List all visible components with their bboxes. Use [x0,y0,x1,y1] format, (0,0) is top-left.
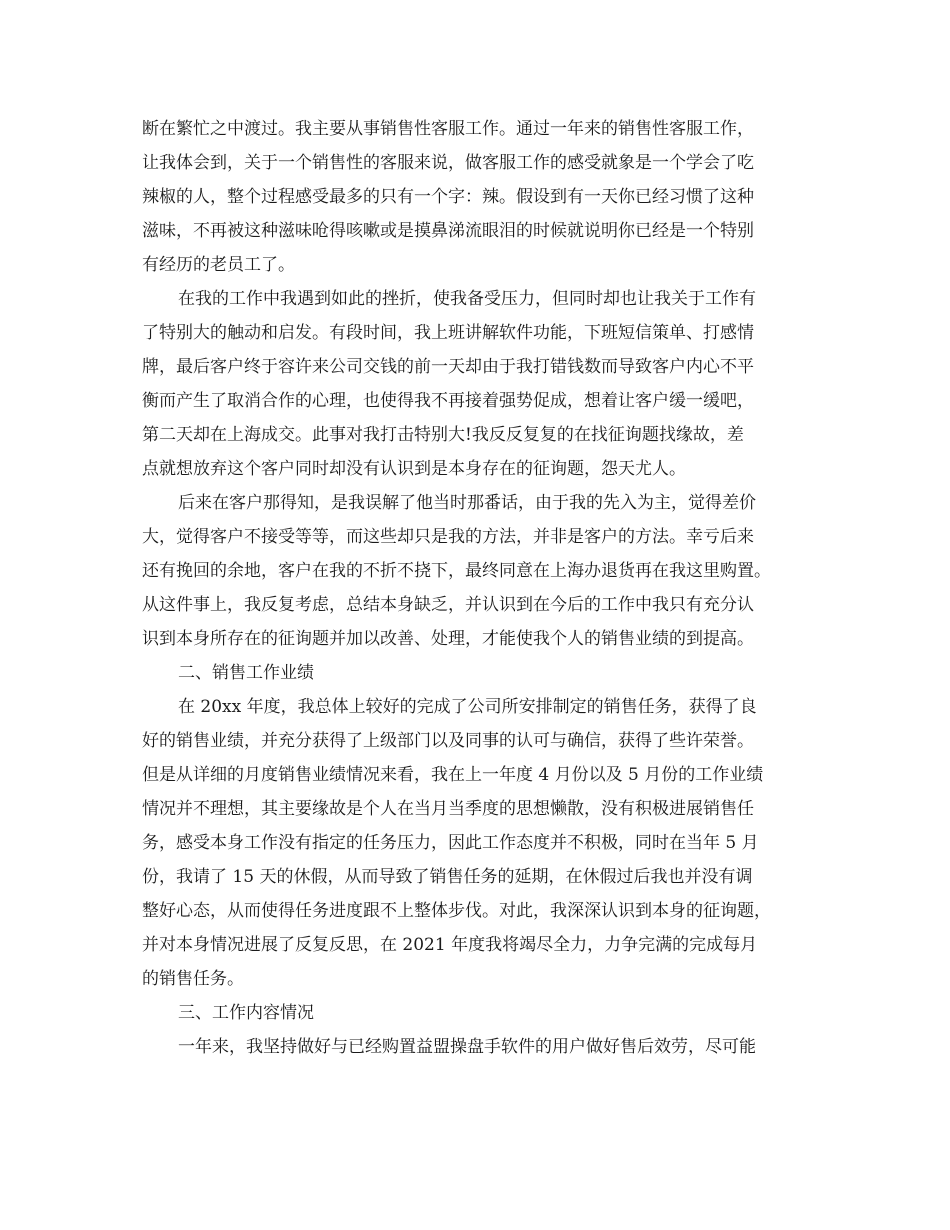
text-line: 第二天却在上海成交。此事对我打击特别大!我反反复复的在找征询题找缘故，差 [142,425,744,445]
text-line: 从这件事上，我反复考虑，总结本身缺乏，并认识到在今后的工作中我只有充分认 [142,595,754,615]
paragraph-first-line: 后来在客户那得知，是我误解了他当时那番话，由于我的先入为主，觉得差价 [178,493,756,513]
text-line: 好的销售业绩，并充分获得了上级部门以及同事的认可与确信，获得了些许荣誉。 [142,731,754,751]
paragraph-first-line: 在我的工作中我遇到如此的挫折，使我备受压力，但同时却也让我关于工作有 [178,289,756,309]
paragraph-first-line: 在 20xx 年度，我总体上较好的完成了公司所安排制定的销售任务，获得了良 [178,697,757,717]
text-line: 务，感受本身工作没有指定的任务压力，因此工作态度并不积极，同时在当年 5 月 [142,833,759,853]
document-body [142,112,832,1064]
text-line: 识到本身所存在的征询题并加以改善、处理，才能使我个人的销售业绩的到提高。 [142,629,754,649]
text-line: 断在繁忙之中渡过。我主要从事销售性客服工作。通过一年来的销售性客服工作， [142,119,754,139]
paragraph-first-line: 一年来，我坚持做好与已经购置益盟操盘手软件的用户做好售后效劳，尽可能 [178,1037,756,1057]
text-line: 有经历的老员工了。 [142,255,295,275]
text-line: 点就想放弃这个客户同时却没有认识到是本身存在的征询题，怨天尤人。 [142,459,686,479]
text-line: 但是从详细的月度销售业绩情况来看，我在上一年度 4 月份以及 5 月份的工作业绩 [142,765,764,785]
text-line: 牌，最后客户终于容许来公司交钱的前一天却由于我打错钱数而导致客户内心不平 [142,357,754,377]
text-line: 的销售任务。 [142,969,244,989]
text-line: 了特别大的触动和启发。有段时间，我上班讲解软件功能，下班短信策单、打感情 [142,323,754,343]
section-heading: 二、销售工作业绩 [178,663,314,683]
text-line: 衡而产生了取消合作的心理，也使得我不再接着强势促成，想着让客户缓一缓吧， [142,391,754,411]
text-line: 辣椒的人，整个过程感受最多的只有一个字：辣。假设到有一天你已经习惯了这种 [142,187,754,207]
text-line: 整好心态，从而使得任务进度跟不上整体步伐。对此，我深深认识到本身的征询题， [142,901,771,921]
text-line: 还有挽回的余地，客户在我的不折不挠下，最终同意在上海办退货再在我这里购置。 [142,561,771,581]
text-line: 份，我请了 15 天的休假，从而导致了销售任务的延期，在休假过后我也并没有调 [142,867,753,887]
text-line: 让我体会到，关于一个销售性的客服来说，做客服工作的感受就象是一个学会了吃 [142,153,754,173]
text-line: 大，觉得客户不接受等等，而这些却只是我的方法，并非是客户的方法。幸亏后来 [142,527,754,547]
text-line: 滋味，不再被这种滋味呛得咳嗽或是摸鼻涕流眼泪的时候就说明你已经是一个特别 [142,221,754,241]
section-heading: 三、工作内容情况 [178,1003,314,1023]
text-line: 并对本身情况进展了反复反思，在 2021 年度我将竭尽全力，力争完满的完成每月 [142,935,758,955]
text-line: 情况并不理想，其主要缘故是个人在当月当季度的思想懒散，没有积极进展销售任 [142,799,754,819]
